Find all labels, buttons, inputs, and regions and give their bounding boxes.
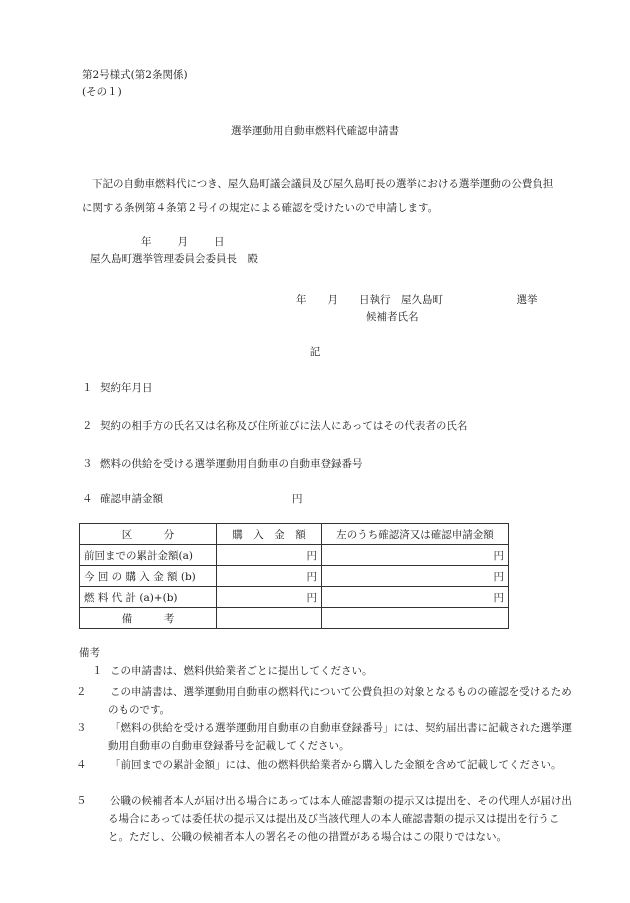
item-number: ４ — [82, 493, 93, 505]
remark-number: ３ — [76, 722, 87, 734]
remark-item — [76, 792, 578, 846]
row-purchase-yen: 円 — [217, 587, 322, 608]
row-label: 前回までの累計金額(a) — [80, 545, 217, 566]
row-purchase-yen — [217, 608, 322, 629]
remark-number: １ — [92, 665, 103, 677]
header-confirmed-amount: 左のうち確認済又は確認申請金額 — [322, 524, 509, 545]
remark-number: ５ — [76, 795, 87, 807]
table-row — [80, 545, 509, 566]
item-text: 確認申請金額 — [100, 493, 163, 505]
date-year: 年 — [141, 236, 152, 248]
date-day: 日 — [214, 236, 225, 248]
row-label: 燃 料 代 計 (a)+(b) — [80, 587, 217, 608]
item-registration-number — [82, 456, 363, 471]
date-month: 月 — [177, 236, 188, 248]
item-number: ３ — [82, 458, 93, 470]
intro-paragraph: 下記の自動車燃料代につき、屋久島町議会議員及び屋久島町長の選挙における選挙運動の公費負担に関する条例第４条第２号イの規定による確認を受けたいので申請します。 — [82, 178, 554, 214]
table-row-remarks — [80, 608, 509, 629]
remark-text: 「燃料の供給を受ける選挙運動用自動車の自動車登録番号」には、契約届出書に記載された選挙運動用自動車の自動車登録番号を記載してください。 — [108, 722, 572, 752]
item-requested-amount-yen: 円 — [292, 493, 303, 505]
remark-item — [76, 756, 578, 774]
row-label: 備 考 — [80, 608, 217, 629]
item-text: 契約の相手方の氏名又は名称及び住所並びに法人にあってはその代表者の氏名 — [100, 420, 468, 432]
row-label: 今 回 の 購 入 金 額 (b) — [80, 566, 217, 587]
table-header-row — [80, 524, 509, 545]
amount-table — [79, 523, 509, 629]
remark-number: ２ — [76, 686, 87, 698]
candidate-name-label: 候補者氏名 — [366, 311, 419, 323]
remark-text: この申請書は、燃料供給業者ごとに提出してください。 — [110, 665, 373, 677]
row-purchase-yen: 円 — [217, 566, 322, 587]
ki-heading: 記 — [309, 346, 321, 358]
item-contract-date — [82, 380, 153, 395]
row-confirmed-yen: 円 — [322, 545, 509, 566]
row-confirmed-yen: 円 — [322, 587, 509, 608]
addressee: 屋久島町選挙管理委員会委員長 殿 — [90, 253, 258, 265]
remark-item — [76, 683, 578, 719]
item-number: ２ — [82, 420, 93, 432]
header-category: 区 分 — [80, 524, 217, 545]
row-confirmed-yen: 円 — [322, 566, 509, 587]
header-purchase-amount: 購 入 金 額 — [217, 524, 322, 545]
remark-text: 「前回までの累計金額」には、他の燃料供給業者から購入した金額を含めて記載してください。 — [110, 759, 562, 771]
form-sub-number: (その１) — [82, 86, 122, 98]
remark-item — [92, 662, 562, 680]
table-row — [80, 566, 509, 587]
remark-text: 公職の候補者本人が届け出る場合にあっては本人確認書類の提示又は提出を、その代理人が届け出る場合にあっては委任状の提示又は提出及び当該代理人の本人確認書類の提示又は提出を行うこと。ただし、公職の候補者本人の署名その他の措置がある場合はこの限りではない。 — [108, 795, 572, 843]
row-purchase-yen: 円 — [217, 545, 322, 566]
item-text: 燃料の供給を受ける選挙運動用自動車の自動車登録番号 — [100, 458, 363, 470]
item-requested-amount — [82, 491, 163, 506]
row-confirmed-yen — [322, 608, 509, 629]
item-text: 契約年月日 — [100, 382, 153, 394]
item-number: １ — [82, 382, 93, 394]
remarks-heading: 備考 — [79, 647, 100, 659]
remark-text: この申請書は、選挙運動用自動車の燃料代について公費負担の対象となるものの確認を受けるためのものです。 — [108, 686, 572, 716]
remark-number: ４ — [76, 759, 87, 771]
election-execution-line: 年 月 日執行 屋久島町 選挙 — [296, 294, 538, 306]
table-row — [80, 587, 509, 608]
remark-item — [76, 719, 578, 755]
form-number: 第2号様式(第2条関係) — [82, 69, 188, 81]
document-title: 選挙運動用自動車燃料代確認申請書 — [231, 125, 399, 137]
application-date-line — [141, 234, 225, 249]
item-contract-party — [82, 418, 467, 433]
